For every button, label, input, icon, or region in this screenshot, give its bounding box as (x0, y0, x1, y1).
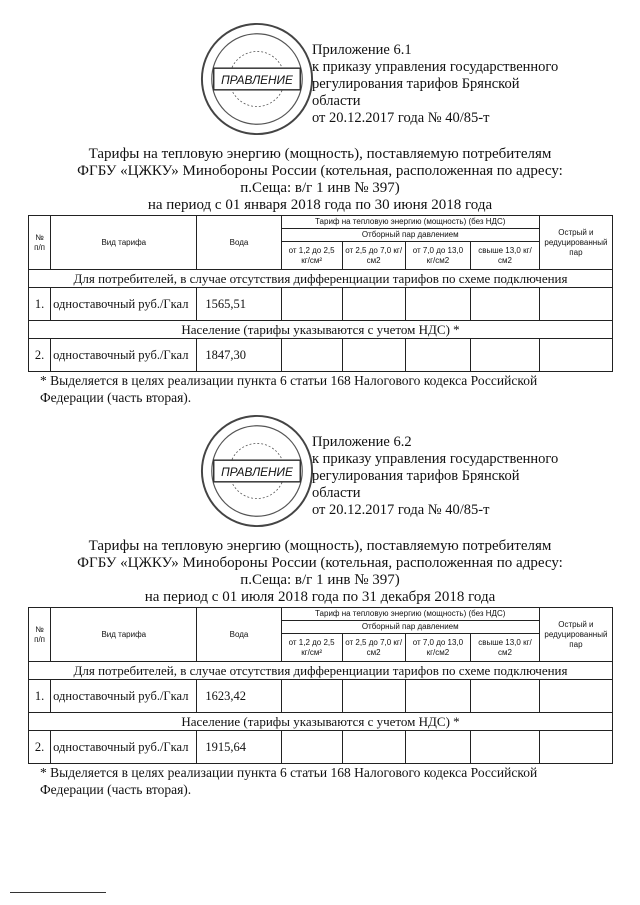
annex-line: Приложение 6.2 (312, 434, 412, 450)
row-kind: одноставочный руб./Гкал (51, 339, 197, 372)
footnote: * Выделяется в целях реализации пункта 6 статьи 168 Налогового кодекса Российской Федерации (часть вторая). (40, 765, 538, 797)
title-line: п.Сеща: в/г 1 инв № 397) (240, 180, 400, 196)
table-row (29, 731, 613, 764)
empty-cell (405, 731, 470, 764)
title-line: на период с 01 июля 2018 года по 31 декабря 2018 года (144, 589, 496, 605)
col-header-p2: от 2,5 до 7,0 кг/см2 (342, 242, 405, 270)
stamp-center-text: ПРАВЛЕНИЕ (221, 464, 293, 479)
col-header-tariff-group: Тариф на тепловую энергию (мощность) (без НДС) (281, 216, 539, 229)
table-band-row: Население (тарифы указываются с учетом НДС) * (29, 321, 613, 339)
row-water-value: 1915,64 (197, 731, 281, 764)
empty-cell (539, 731, 612, 764)
col-header-water: Вода (197, 216, 281, 270)
row-water-value: 1565,51 (197, 288, 281, 321)
annex-line: к приказу управления государственного (312, 451, 559, 467)
table-band-row: Для потребителей, в случае отсутствия дифференциации тарифов по схеме подключения (29, 662, 613, 680)
row-num: 2. (29, 731, 51, 764)
row-water-value: 1623,42 (197, 680, 281, 713)
annex-header (312, 434, 612, 519)
title-line: п.Сеща: в/г 1 инв № 397) (240, 572, 400, 588)
table-row (29, 680, 613, 713)
col-header-p4: свыше 13,0 кг/см2 (471, 242, 540, 270)
annex-line: области (312, 485, 361, 501)
empty-cell (281, 288, 342, 321)
annex-line: от 20.12.2017 года № 40/85-т (312, 502, 490, 518)
annex-line: области (312, 93, 361, 109)
footnote: * Выделяется в целях реализации пункта 6 статьи 168 Налогового кодекса Российской Федерации (часть вторая). (40, 373, 538, 405)
table-band-row: Население (тарифы указываются с учетом НДС) * (29, 713, 613, 731)
table-band-row: Для потребителей, в случае отсутствия дифференциации тарифов по схеме подключения (29, 270, 613, 288)
empty-cell (342, 339, 405, 372)
col-header-num: № п/п (29, 216, 51, 270)
empty-cell (539, 680, 612, 713)
stamp-center-text: ПРАВЛЕНИЕ (221, 72, 293, 87)
col-header-p4: свыше 13,0 кг/см2 (471, 634, 540, 662)
annex-line: Приложение 6.1 (312, 42, 412, 58)
empty-cell (342, 288, 405, 321)
table-row (29, 288, 613, 321)
col-header-tariff-group: Тариф на тепловую энергию (мощность) (без НДС) (281, 608, 539, 621)
col-header-water: Вода (197, 608, 281, 662)
empty-cell (281, 680, 342, 713)
col-header-kind: Вид тарифа (51, 608, 197, 662)
tariff-title (0, 146, 640, 214)
tariff-title (0, 538, 640, 606)
empty-cell (281, 339, 342, 372)
title-line: ФГБУ «ЦЖКУ» Минобороны России (котельная, расположенная по адресу: (77, 163, 563, 179)
annex-line: регулирования тарифов Брянской (312, 76, 520, 92)
empty-cell (471, 731, 540, 764)
table-row (29, 339, 613, 372)
empty-cell (342, 680, 405, 713)
title-line: ФГБУ «ЦЖКУ» Минобороны России (котельная, расположенная по адресу: (77, 555, 563, 571)
row-num: 1. (29, 680, 51, 713)
empty-cell (471, 339, 540, 372)
annex-line: от 20.12.2017 года № 40/85-т (312, 110, 490, 126)
empty-cell (405, 339, 470, 372)
title-line: Тарифы на тепловую энергию (мощность), поставляемую потребителям (88, 146, 552, 162)
tariff-table (28, 215, 613, 372)
annex-line: регулирования тарифов Брянской (312, 468, 520, 484)
col-header-sharp-steam: Острый и редуцированный пар (539, 216, 612, 270)
empty-cell (471, 680, 540, 713)
annex-header (312, 42, 612, 127)
col-header-p2: от 2,5 до 7,0 кг/см2 (342, 634, 405, 662)
row-num: 2. (29, 339, 51, 372)
title-line: Тарифы на тепловую энергию (мощность), поставляемую потребителям (88, 538, 552, 554)
empty-cell (471, 288, 540, 321)
col-header-steam-group: Отборный пар давлением (281, 621, 539, 634)
annex-line: к приказу управления государственного (312, 59, 559, 75)
tariff-table (28, 607, 613, 764)
row-kind: одноставочный руб./Гкал (51, 288, 197, 321)
empty-cell (539, 288, 612, 321)
title-line: на период с 01 января 2018 года по 30 июня 2018 года (147, 197, 493, 213)
row-water-value: 1847,30 (197, 339, 281, 372)
col-header-steam-group: Отборный пар давлением (281, 229, 539, 242)
col-header-kind: Вид тарифа (51, 216, 197, 270)
col-header-p3: от 7,0 до 13,0 кг/см2 (405, 242, 470, 270)
col-header-p1: от 1,2 до 2,5 кг/см² (281, 634, 342, 662)
official-stamp-icon (198, 412, 316, 530)
row-kind: одноставочный руб./Гкал (51, 680, 197, 713)
row-num: 1. (29, 288, 51, 321)
empty-cell (539, 339, 612, 372)
empty-cell (342, 731, 405, 764)
page-bottom-rule (10, 892, 106, 893)
official-stamp-icon (198, 20, 316, 138)
col-header-sharp-steam: Острый и редуцированный пар (539, 608, 612, 662)
row-kind: одноставочный руб./Гкал (51, 731, 197, 764)
empty-cell (405, 680, 470, 713)
col-header-p3: от 7,0 до 13,0 кг/см2 (405, 634, 470, 662)
empty-cell (281, 731, 342, 764)
col-header-p1: от 1,2 до 2,5 кг/см² (281, 242, 342, 270)
col-header-num: № п/п (29, 608, 51, 662)
empty-cell (405, 288, 470, 321)
